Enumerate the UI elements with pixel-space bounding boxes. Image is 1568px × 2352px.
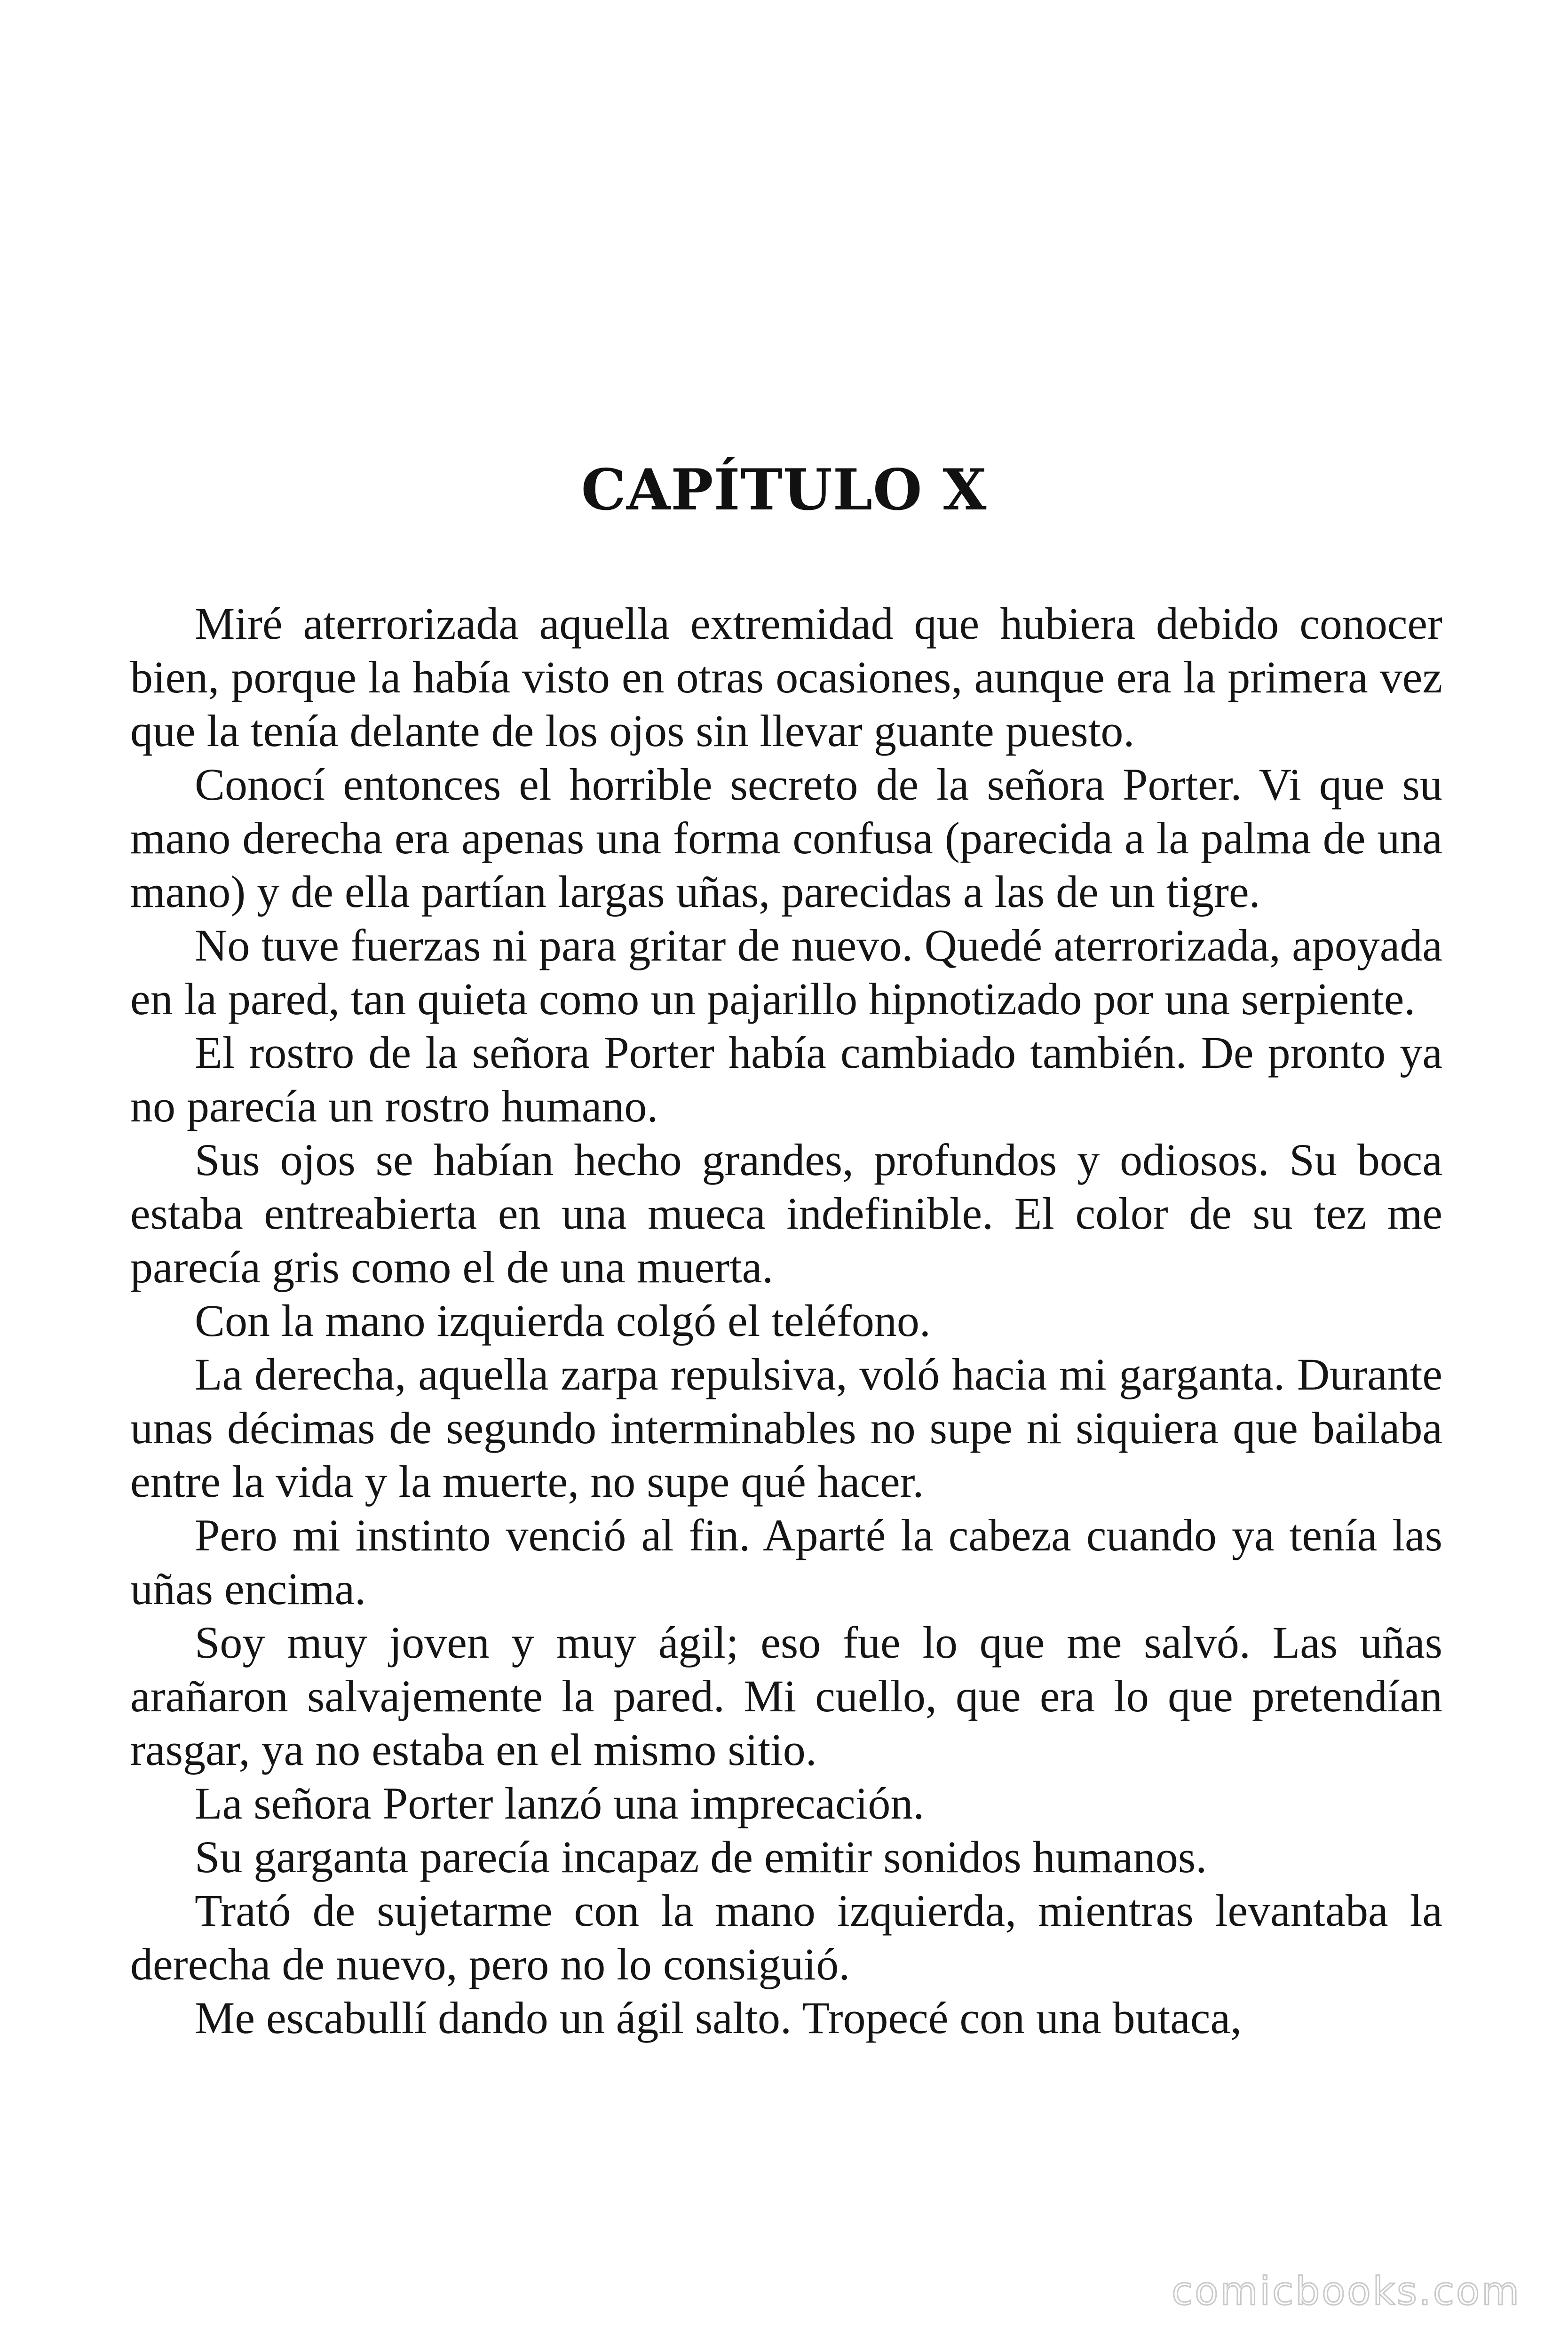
paragraph-11: Su garganta parecía incapaz de emitir sonidos humanos. [195, 1832, 1207, 1882]
paragraph-1: Miré aterrorizada aquella extremidad que hubiera debido conocer bien, porque la había visto en otras ocasiones, aunque era la primera vez que la tenía delante de los ojos sin llevar guante puesto. [130, 598, 1442, 756]
chapter-body [130, 597, 1442, 2045]
paragraph-3: No tuve fuerzas ni para gritar de nuevo. Quedé aterrorizada, apoyada en la pared, tan quieta como un pajarillo hipnotizado por una serpiente. [130, 920, 1442, 1024]
paragraph-12: Trató de sujetarme con la mano izquierda, mientras levantaba la derecha de nuevo, pero no lo consiguió. [130, 1885, 1442, 1989]
paragraph-13: Me escabullí dando un ágil salto. Tropecé con una butaca, [195, 1993, 1242, 2043]
paragraph-6: Con la mano izquierda colgó el teléfono. [195, 1295, 931, 1346]
paragraph-8: Pero mi instinto venció al fin. Aparté la cabeza cuando ya tenía las uñas encima. [130, 1510, 1442, 1614]
paragraph-2: Conocí entonces el horrible secreto de la señora Porter. Vi que su mano derecha era apenas una forma confusa (parecida a la palma de una mano) y de ella partían largas uñas, parecidas a las de un tigre. [130, 759, 1442, 917]
paragraph-5: Sus ojos se habían hecho grandes, profundos y odiosos. Su boca estaba entreabierta en una mueca indefinible. El color de su tez me parecía gris como el de una muerta. [130, 1135, 1442, 1292]
watermark: comicbooks.com [1172, 2269, 1521, 2314]
paragraph-4: El rostro de la señora Porter había cambiado también. De pronto ya no parecía un rostro humano. [130, 1027, 1442, 1131]
paragraph-9: Soy muy joven y muy ágil; eso fue lo que me salvó. Las uñas arañaron salvajemente la pared. Mi cuello, que era lo que pretendían rasgar, ya no estaba en el mismo sitio. [130, 1617, 1442, 1775]
paragraph-10: La señora Porter lanzó una imprecación. [195, 1778, 925, 1828]
chapter-title: CAPÍTULO X [581, 457, 987, 523]
paragraph-7: La derecha, aquella zarpa repulsiva, voló hacia mi garganta. Durante unas décimas de segundo interminables no supe ni siquiera que bailaba entre la vida y la muerte, no supe qué hacer. [130, 1349, 1442, 1507]
